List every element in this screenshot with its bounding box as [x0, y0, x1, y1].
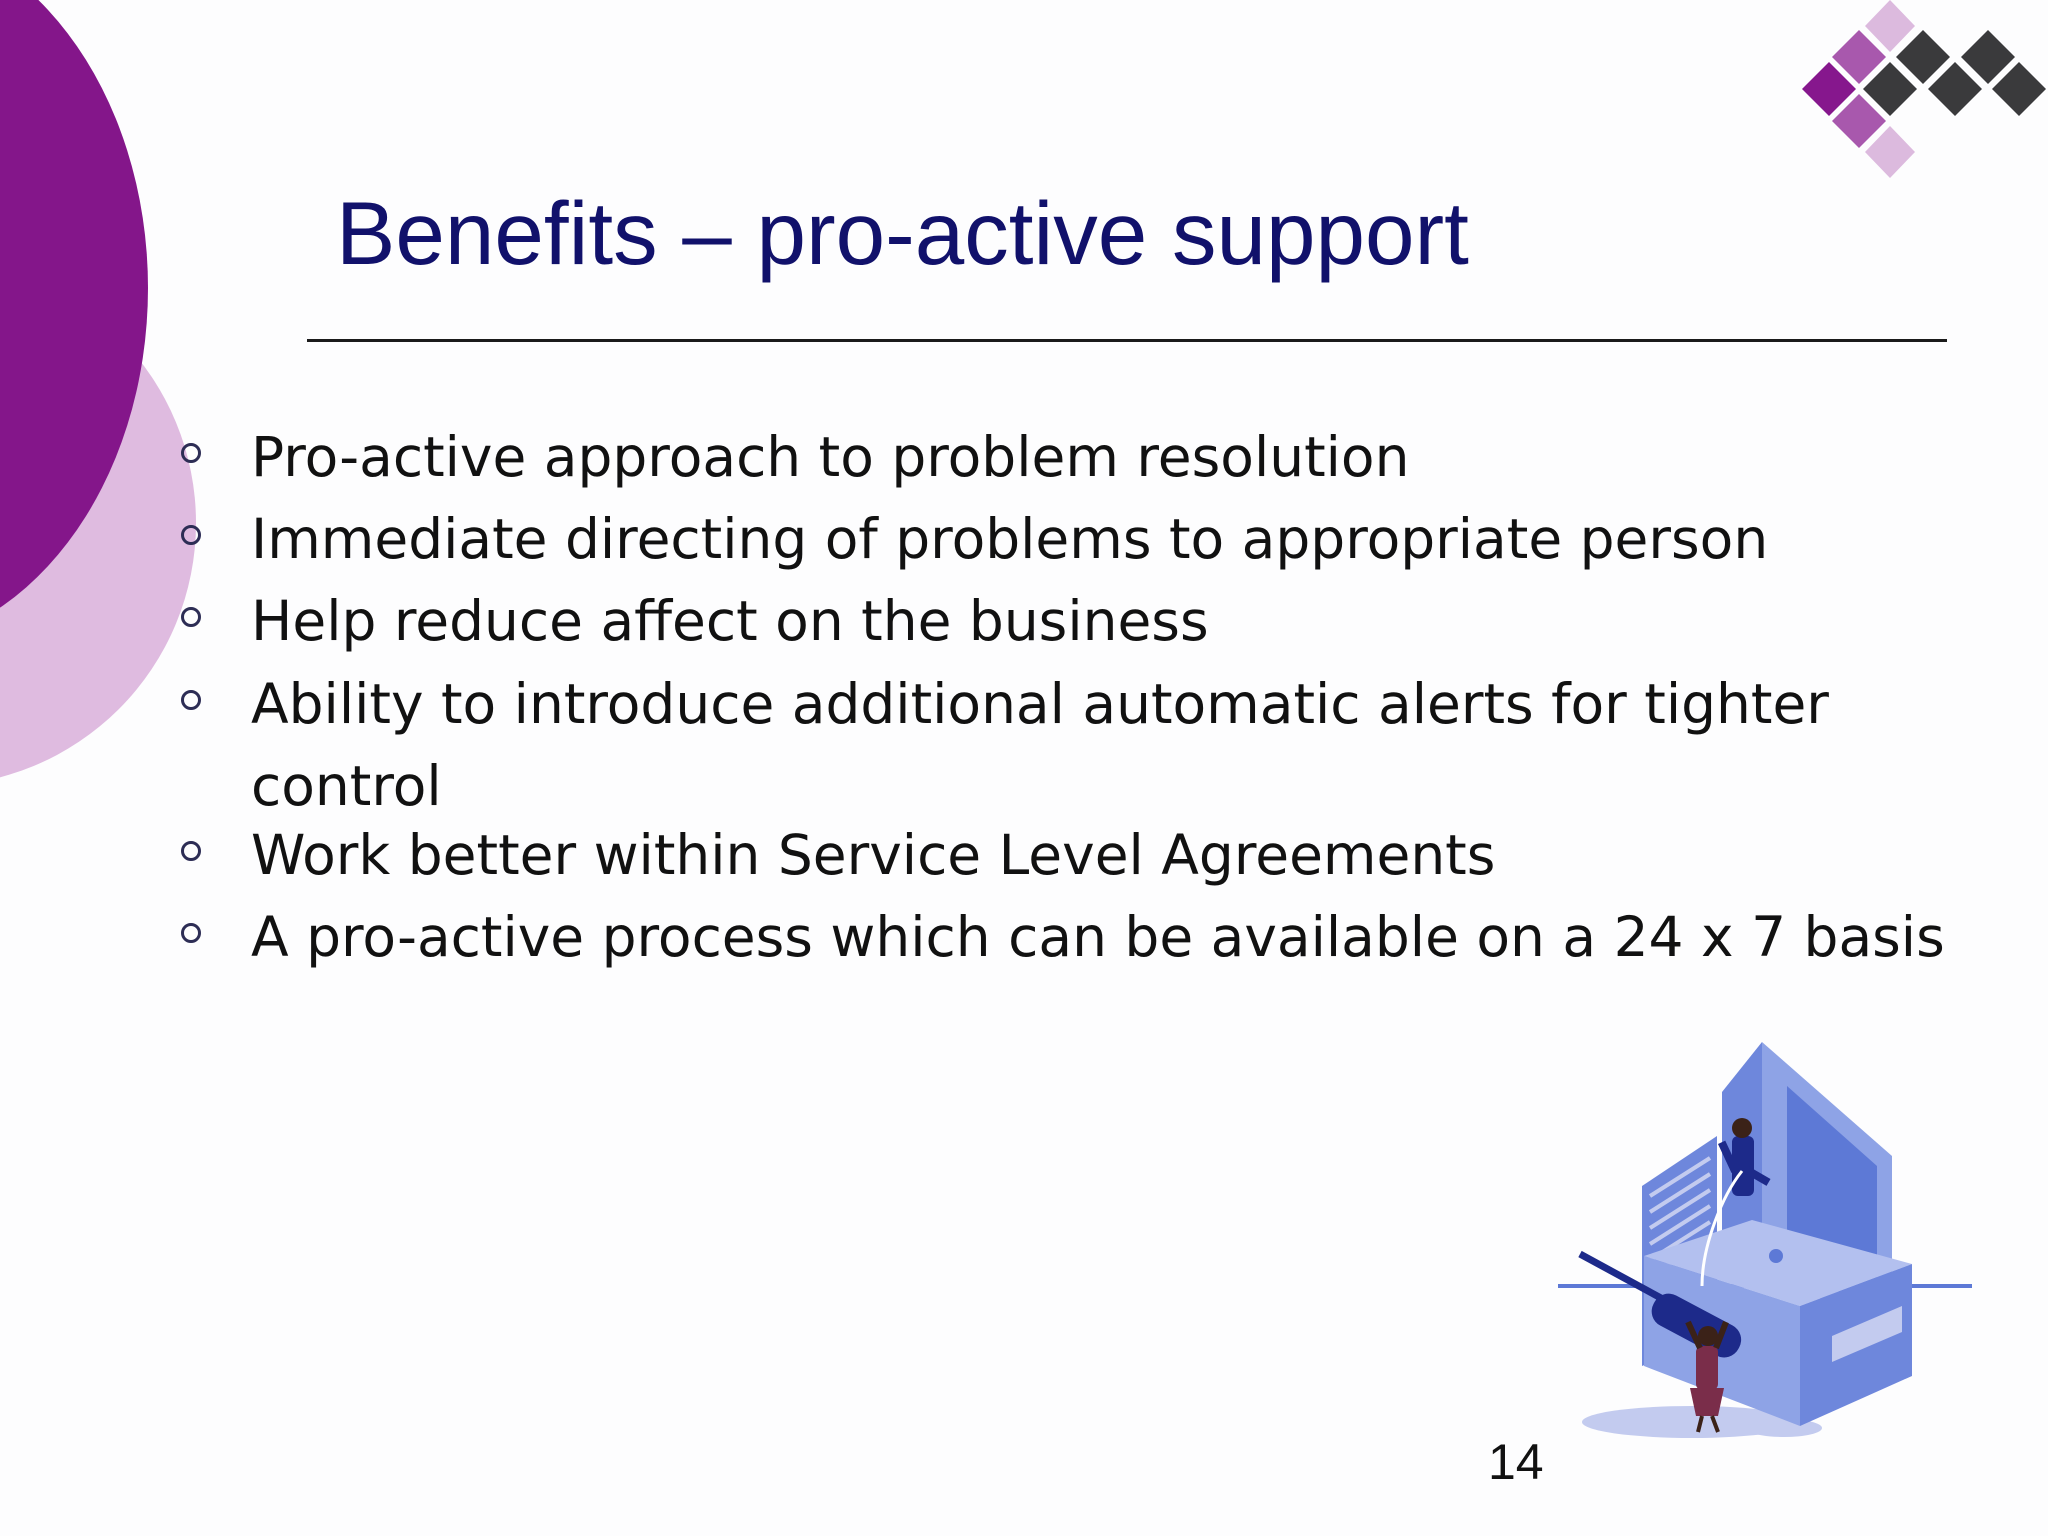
hollow-circle-bullet-icon: [181, 923, 201, 943]
page-number: 14: [1488, 1434, 1544, 1490]
hollow-circle-bullet-icon: [181, 690, 201, 710]
hollow-circle-bullet-icon: [181, 607, 201, 627]
bullet-text: Immediate directing of problems to appropriate person: [251, 507, 1769, 571]
hollow-circle-bullet-icon: [181, 443, 201, 463]
bullet-text: Help reduce affect on the business: [251, 589, 1209, 653]
bullet-text: Pro-active approach to problem resolution: [251, 425, 1410, 489]
bullet-text: Ability to introduce additional automatic alerts for tighter control: [251, 672, 1829, 818]
title-divider: [307, 339, 1947, 342]
hollow-circle-bullet-icon: [181, 841, 201, 861]
bullet-text: Work better within Service Level Agreements: [251, 823, 1496, 887]
slide-title: Benefits – pro-active support: [336, 183, 1469, 283]
computer-repair-clipart-icon: [1552, 1036, 1972, 1446]
bullet-text: A pro-active process which can be available on a 24 x 7 basis: [251, 905, 1945, 969]
hollow-circle-bullet-icon: [181, 525, 201, 545]
diamond-grid-logo-icon: [1796, 0, 2048, 184]
